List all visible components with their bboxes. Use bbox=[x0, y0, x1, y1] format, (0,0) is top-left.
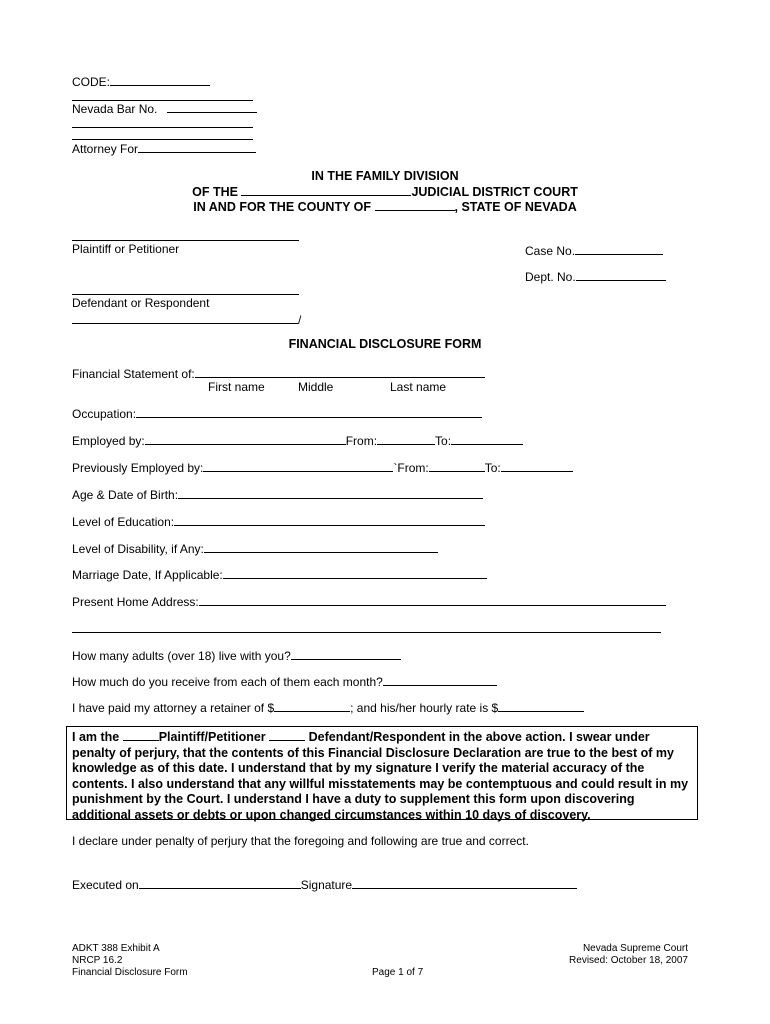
education-blank[interactable] bbox=[174, 514, 485, 526]
plaintiff-line[interactable] bbox=[72, 240, 299, 241]
code-field bbox=[72, 74, 210, 89]
bar-no-blank[interactable] bbox=[167, 101, 257, 113]
declaration-box bbox=[66, 726, 698, 820]
receive-blank[interactable] bbox=[383, 674, 497, 686]
receive-label: How much do you receive from each of them each month? bbox=[72, 675, 383, 689]
age-dob-blank[interactable] bbox=[178, 487, 483, 499]
marriage-field bbox=[72, 567, 487, 582]
court-line-2-prefix: OF THE bbox=[192, 185, 238, 199]
code-label: CODE: bbox=[72, 75, 111, 89]
retainer-blank[interactable] bbox=[274, 700, 350, 712]
case-no-blank[interactable] bbox=[575, 243, 663, 255]
declare-statement: I declare under penalty of perjury that the foregoing and following are true and correct. bbox=[72, 834, 529, 848]
dept-no-blank[interactable] bbox=[576, 269, 666, 281]
form-title: FINANCIAL DISCLOSURE FORM bbox=[288, 337, 482, 351]
to-blank[interactable] bbox=[451, 433, 523, 445]
financial-statement-label: Financial Statement of: bbox=[72, 367, 195, 381]
defendant-label: Defendant or Respondent bbox=[72, 296, 210, 310]
financial-statement-field bbox=[72, 366, 485, 381]
receive-field bbox=[72, 674, 497, 689]
footer-page-number: Page 1 of 7 bbox=[372, 967, 424, 978]
executed-field bbox=[72, 877, 577, 892]
court-line-3 bbox=[0, 199, 770, 215]
retainer-field bbox=[72, 700, 584, 715]
adults-label: How many adults (over 18) live with you? bbox=[72, 649, 291, 663]
attorney-for-label: Attorney For bbox=[72, 142, 139, 156]
age-dob-field bbox=[72, 487, 483, 502]
occupation-label: Occupation: bbox=[72, 407, 137, 421]
middle-caption: Middle bbox=[298, 380, 334, 394]
caption-close bbox=[72, 312, 301, 327]
court-line-3-suffix: , STATE OF NEVADA bbox=[454, 200, 577, 214]
address-line-1[interactable] bbox=[72, 127, 253, 128]
district-blank[interactable] bbox=[241, 184, 411, 196]
signature-label: Signature bbox=[300, 878, 353, 892]
footer-court: Nevada Supreme Court bbox=[582, 943, 688, 954]
adults-field bbox=[72, 648, 401, 663]
footer-left bbox=[72, 943, 188, 979]
marriage-blank[interactable] bbox=[223, 567, 487, 579]
address-line-2[interactable] bbox=[72, 139, 253, 140]
caption-slash: / bbox=[298, 313, 302, 327]
court-line-2 bbox=[0, 184, 770, 200]
education-field bbox=[72, 514, 485, 529]
prev-to-label: To: bbox=[484, 461, 501, 475]
court-line-1: IN THE FAMILY DIVISION bbox=[311, 169, 459, 183]
prev-employed-field bbox=[72, 460, 573, 475]
bar-no-field bbox=[72, 101, 257, 116]
hourly-rate-blank[interactable] bbox=[498, 700, 584, 712]
prev-from-label: `From: bbox=[393, 461, 429, 475]
court-line-3-prefix: IN AND FOR THE COUNTY OF bbox=[193, 200, 372, 214]
address-blank[interactable] bbox=[199, 594, 666, 606]
address-label: Present Home Address: bbox=[72, 595, 199, 609]
dept-no-label: Dept. No. bbox=[525, 270, 576, 284]
address-field bbox=[72, 594, 666, 609]
footer-form-name: Financial Disclosure Form bbox=[72, 967, 188, 978]
county-blank[interactable] bbox=[375, 199, 455, 211]
footer-adkt: ADKT 388 Exhibit A bbox=[72, 943, 160, 954]
retainer-label: I have paid my attorney a retainer of $ bbox=[72, 701, 275, 715]
financial-statement-blank[interactable] bbox=[195, 366, 485, 378]
court-line-2-suffix: JUDICIAL DISTRICT COURT bbox=[411, 185, 578, 199]
declaration-text-3: Defendant/Respondent in the above action. I swear under penalty of perjury, that the contents of this Financial Disclosure Declaration are true to the best of my knowledge as of this date. I understand that by my signature I verify the material accuracy of the contents. I also understand that any willful misstatements may be contemptuous and could result in my punishment by the Court. I understand I have a duty to supplement this form upon discovering additional assets or debts or upon changed circumstances within 10 days of discovery. bbox=[72, 730, 689, 822]
employed-by-label: Employed by: bbox=[72, 434, 145, 448]
footer-right bbox=[569, 943, 688, 967]
executed-on-blank[interactable] bbox=[139, 877, 301, 889]
from-blank[interactable] bbox=[377, 433, 435, 445]
age-dob-label: Age & Date of Birth: bbox=[72, 488, 179, 502]
bar-no-label: Nevada Bar No. bbox=[72, 102, 158, 116]
hourly-rate-label: ; and his/her hourly rate is $ bbox=[350, 701, 499, 715]
case-no-label: Case No. bbox=[525, 244, 576, 258]
prev-employed-blank[interactable] bbox=[203, 460, 393, 472]
dept-no-field bbox=[525, 269, 666, 284]
footer-nrcp: NRCP 16.2 bbox=[72, 955, 123, 966]
footer-revised: Revised: October 18, 2007 bbox=[569, 955, 688, 966]
address-blank-2[interactable] bbox=[72, 632, 661, 633]
marriage-label: Marriage Date, If Applicable: bbox=[72, 568, 223, 582]
disability-label: Level of Disability, if Any: bbox=[72, 542, 204, 556]
defendant-line[interactable] bbox=[72, 294, 299, 295]
employed-by-field bbox=[72, 433, 523, 448]
education-label: Level of Education: bbox=[72, 515, 175, 529]
adults-blank[interactable] bbox=[291, 648, 401, 660]
plaintiff-label: Plaintiff or Petitioner bbox=[72, 242, 180, 256]
from-label: From: bbox=[345, 434, 378, 448]
attorney-for-blank[interactable] bbox=[138, 141, 256, 153]
disability-blank[interactable] bbox=[204, 541, 438, 553]
employed-by-blank[interactable] bbox=[145, 433, 346, 445]
to-label: To: bbox=[435, 434, 452, 448]
last-name-caption: Last name bbox=[390, 380, 447, 394]
signature-blank[interactable] bbox=[352, 877, 577, 889]
declaration-text-2: Plaintiff/Petitioner bbox=[158, 730, 270, 744]
prev-employed-label: Previously Employed by: bbox=[72, 461, 204, 475]
declaration-text-1: I am the bbox=[72, 730, 123, 744]
disability-field bbox=[72, 541, 438, 556]
plaintiff-check-blank[interactable] bbox=[123, 729, 159, 741]
first-name-caption: First name bbox=[208, 380, 265, 394]
executed-on-label: Executed on bbox=[72, 878, 139, 892]
code-blank[interactable] bbox=[110, 74, 210, 86]
prev-from-blank[interactable] bbox=[429, 460, 485, 472]
occupation-blank[interactable] bbox=[136, 406, 482, 418]
caption-close-blank[interactable] bbox=[72, 312, 298, 324]
occupation-field bbox=[72, 406, 482, 421]
attorney-for-field bbox=[72, 141, 256, 156]
defendant-check-blank[interactable] bbox=[269, 729, 305, 741]
prev-to-blank[interactable] bbox=[501, 460, 573, 472]
case-no-field bbox=[525, 243, 663, 258]
